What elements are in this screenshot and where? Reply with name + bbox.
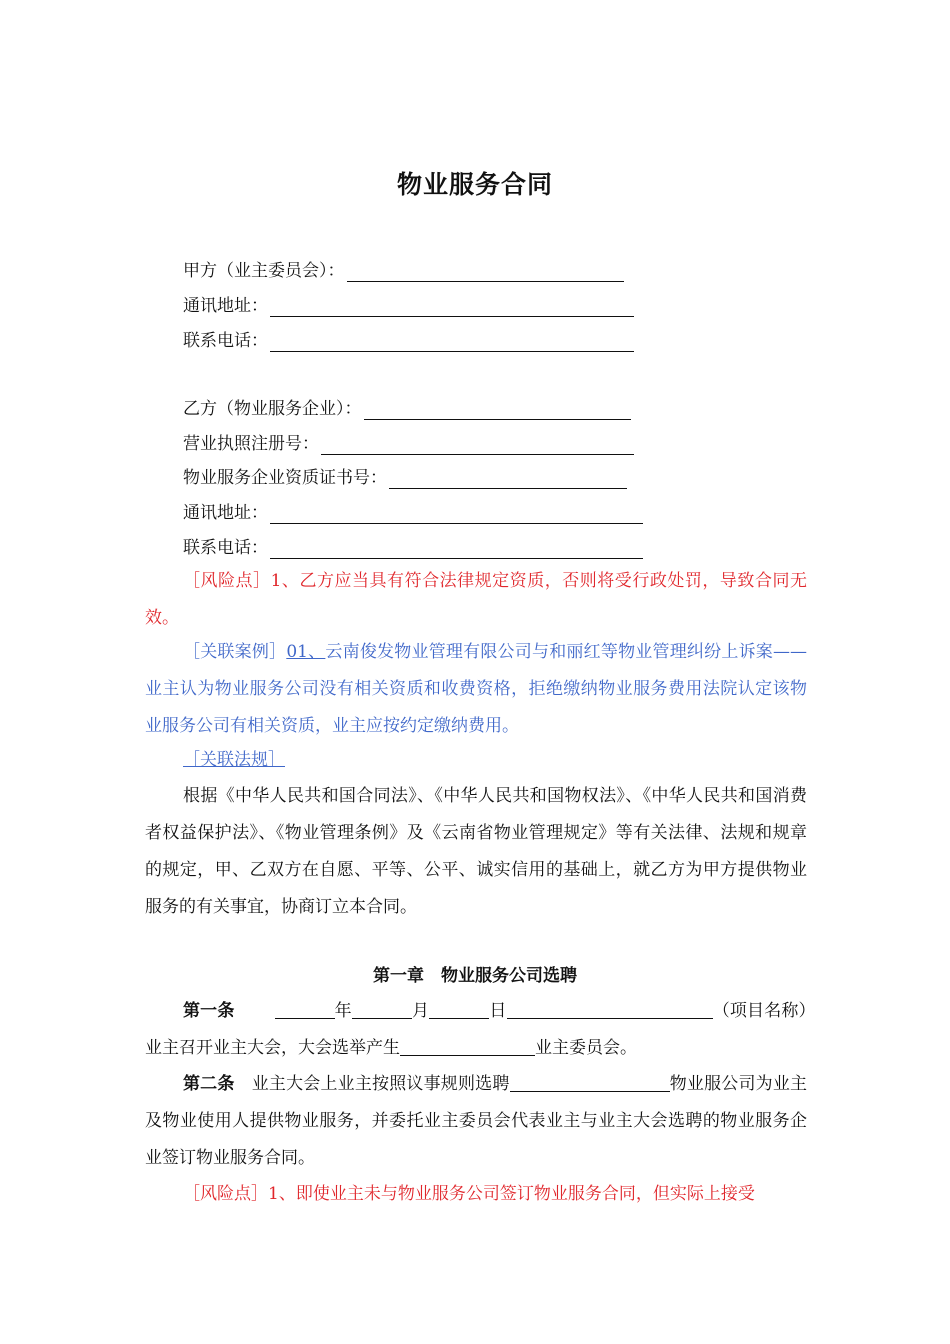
party-a-address-label: 通讯地址： bbox=[183, 296, 268, 316]
party-b-license-blank[interactable] bbox=[321, 436, 634, 455]
party-b-phone-field bbox=[183, 537, 643, 559]
party-b-cert-field bbox=[183, 467, 627, 489]
party-a-phone-blank[interactable] bbox=[270, 333, 634, 352]
party-b-phone-label: 联系电话： bbox=[183, 538, 268, 558]
article-1-day-label: 日 bbox=[489, 1001, 507, 1021]
article-1-year-blank[interactable] bbox=[275, 1000, 335, 1019]
related-law-link[interactable]: ［关联法规］ bbox=[183, 750, 285, 770]
article-1-project-blank[interactable] bbox=[507, 1000, 713, 1019]
article-1 bbox=[145, 993, 807, 1067]
party-b-phone-blank[interactable] bbox=[270, 540, 643, 559]
party-b-address-blank[interactable] bbox=[270, 505, 643, 524]
party-a-name-blank[interactable] bbox=[347, 263, 624, 282]
article-1-day-blank[interactable] bbox=[429, 1000, 489, 1019]
party-a-name-field bbox=[183, 260, 624, 282]
article-1-year-label: 年 bbox=[334, 1001, 352, 1021]
article-1-text-a: （项目名称）业主召开业主大会，大会选举产生 bbox=[145, 1001, 808, 1058]
party-b-cert-blank[interactable] bbox=[389, 470, 627, 489]
party-b-address-label: 通讯地址： bbox=[183, 503, 268, 523]
article-2-text-b: 物业服公司为业主及物业使用人提供物业服务，并委托业主委员会代表业主与业主大会选聘的物业服务企业签订物业服务合同。 bbox=[145, 1074, 808, 1168]
page-title: 物业服务合同 bbox=[396, 170, 553, 199]
article-2 bbox=[145, 1066, 807, 1177]
party-b-name-label: 乙方（物业服务企业）： bbox=[183, 399, 362, 419]
related-case-text: 云南俊发物业管理有限公司与和丽红等物业管理纠纷上诉案——业主认为物业服务公司没有相关资质和收费资格，拒绝缴纳物业服务费用法院认定该物业服务公司有相关资质，业主应按约定缴纳费用。 bbox=[145, 642, 808, 736]
party-a-phone-label: 联系电话： bbox=[183, 331, 268, 351]
article-1-committee-blank[interactable] bbox=[400, 1037, 535, 1056]
party-b-license-field bbox=[183, 433, 634, 455]
chapter-1-heading: 第一章 物业服务公司选聘 bbox=[373, 966, 577, 986]
article-1-label: 第一条 bbox=[183, 1001, 235, 1021]
party-b-address-field bbox=[183, 502, 643, 524]
article-2-label: 第二条 bbox=[183, 1074, 235, 1094]
party-a-address-blank[interactable] bbox=[270, 298, 634, 317]
party-b-license-label: 营业执照注册号： bbox=[183, 434, 319, 454]
party-a-address-field bbox=[183, 295, 634, 317]
party-b-cert-label: 物业服务企业资质证书号： bbox=[183, 468, 387, 488]
risk-point-2: ［风险点］1、即使业主未与物业服务公司签订物业服务合同，但实际上接受 bbox=[183, 1184, 755, 1204]
related-case-link[interactable]: 01、 bbox=[286, 642, 326, 662]
party-a-name-label: 甲方（业主委员会）： bbox=[183, 261, 345, 281]
related-case-prefix: ［关联案例］ bbox=[183, 642, 287, 662]
article-1-month-label: 月 bbox=[411, 1001, 430, 1021]
article-1-month-blank[interactable] bbox=[352, 1000, 412, 1019]
related-law-line bbox=[145, 742, 807, 779]
party-b-name-field bbox=[183, 398, 631, 420]
related-case-1 bbox=[145, 634, 807, 745]
article-2-company-blank[interactable] bbox=[510, 1073, 670, 1092]
article-2-text-a: 业主大会上业主按照议事规则选聘 bbox=[251, 1074, 510, 1094]
party-a-phone-field bbox=[183, 330, 634, 352]
preamble-paragraph: 根据《中华人民共和国合同法》、《中华人民共和国物权法》、《中华人民共和国消费者权益保护法》、《物业管理条例》及《云南省物业管理规定》等有关法律、法规和规章的规定，甲、乙双方在自愿、平等、公平、诚实信用的基础上，就乙方为甲方提供物业服务的有关事宜，协商订立本合同。 bbox=[145, 786, 807, 917]
risk-point-1: ［风险点］1、乙方应当具有符合法律规定资质，否则将受行政处罚，导致合同无效。 bbox=[145, 571, 807, 628]
party-b-name-blank[interactable] bbox=[364, 401, 631, 420]
article-1-text-b: 业主委员会。 bbox=[535, 1038, 637, 1058]
